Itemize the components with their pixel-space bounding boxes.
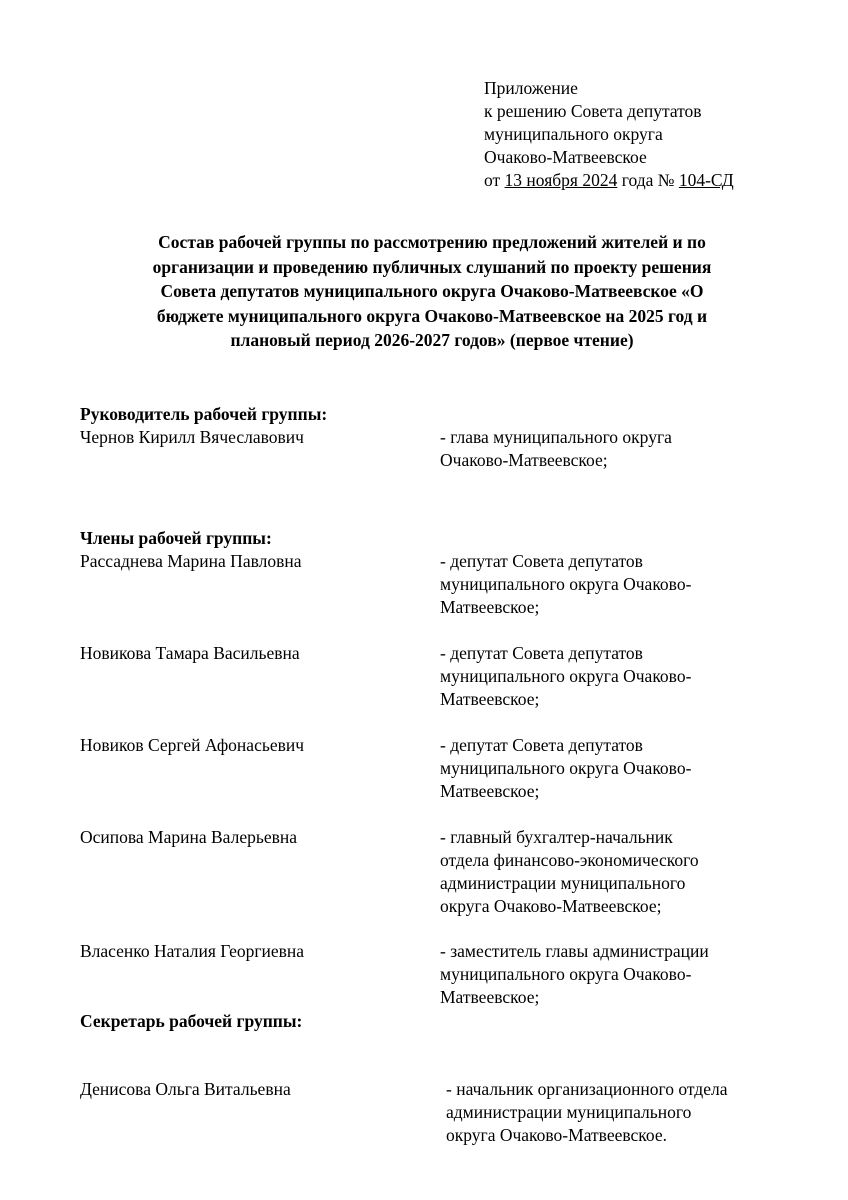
- appendix-line: к решению Совета депутатов: [484, 101, 702, 121]
- role-line: - главный бухгалтер-начальник: [440, 827, 673, 847]
- secretary-heading: Секретарь рабочей группы:: [80, 1011, 303, 1031]
- role-line: - депутат Совета депутатов: [440, 735, 643, 755]
- member-role: [440, 826, 800, 918]
- title-line: Состав рабочей группы по рассмотрению предложений жителей и по: [158, 232, 706, 252]
- role-line: округа Очаково-Матвеевское.: [446, 1125, 667, 1145]
- title-line: организации и проведению публичных слушаний по проекту решения: [152, 256, 712, 277]
- member-name: Новикова Тамара Васильевна: [80, 643, 300, 663]
- secretary-name: Денисова Ольга Витальевна: [80, 1079, 291, 1099]
- role-line: Матвеевское;: [440, 597, 540, 617]
- member-role: [440, 550, 800, 619]
- role-line: Матвеевское;: [440, 781, 540, 801]
- role-line: округа Очаково-Матвеевское;: [440, 896, 662, 916]
- member-role: [440, 940, 800, 1009]
- role-line: - начальник организационного отдела: [446, 1079, 728, 1099]
- title-line: плановый период 2026-2027 годов» (первое чтение): [230, 330, 634, 350]
- date-mid: года №: [617, 170, 679, 190]
- decision-date: 13 ноября 2024: [504, 170, 618, 190]
- member-name: Осипова Марина Валерьевна: [80, 827, 297, 847]
- role-line: муниципального округа Очаково-: [440, 574, 692, 594]
- member-role: [440, 734, 800, 803]
- members-heading: Члены рабочей группы:: [80, 528, 272, 548]
- role-line: муниципального округа Очаково-: [440, 666, 692, 686]
- appendix-line: Приложение: [484, 78, 578, 98]
- document-title: [80, 230, 784, 353]
- member-role: [440, 642, 800, 711]
- secretary-role: [446, 1078, 806, 1147]
- member-name: Новиков Сергей Афонасьевич: [80, 735, 305, 755]
- role-line: Матвеевское;: [440, 689, 540, 709]
- role-line: муниципального округа Очаково-: [440, 964, 692, 984]
- role-line: - депутат Совета депутатов: [440, 643, 643, 663]
- member-name: Рассаднева Марина Павловна: [80, 551, 302, 571]
- title-line: бюджете муниципального округа Очаково-Матвеевское на 2025 год и: [156, 305, 708, 326]
- appendix-block: [484, 77, 824, 192]
- role-line: отдела финансово-экономического: [440, 850, 699, 870]
- member-name: Власенко Наталия Георгиевна: [80, 941, 305, 961]
- date-prefix: от: [484, 170, 505, 190]
- head-role: [440, 426, 800, 472]
- head-name: Чернов Кирилл Вячеславович: [80, 427, 304, 447]
- role-line: - глава муниципального округа: [440, 427, 672, 447]
- appendix-date-line: [484, 169, 824, 192]
- role-line: - депутат Совета депутатов: [440, 551, 643, 571]
- appendix-line: Очаково-Матвеевское: [484, 147, 647, 167]
- title-line: Совета депутатов муниципального округа Очаково-Матвеевское «О: [160, 281, 704, 301]
- role-line: Очаково-Матвеевское;: [440, 450, 608, 470]
- role-line: Матвеевское;: [440, 987, 540, 1007]
- role-line: - заместитель главы администрации: [440, 941, 709, 961]
- role-line: муниципального округа Очаково-: [440, 758, 692, 778]
- role-line: администрации муниципального: [440, 873, 686, 893]
- appendix-line: муниципального округа: [484, 124, 663, 144]
- head-heading: Руководитель рабочей группы:: [80, 404, 328, 424]
- role-line: администрации муниципального: [446, 1102, 692, 1122]
- decision-number: 104-СД: [678, 170, 734, 190]
